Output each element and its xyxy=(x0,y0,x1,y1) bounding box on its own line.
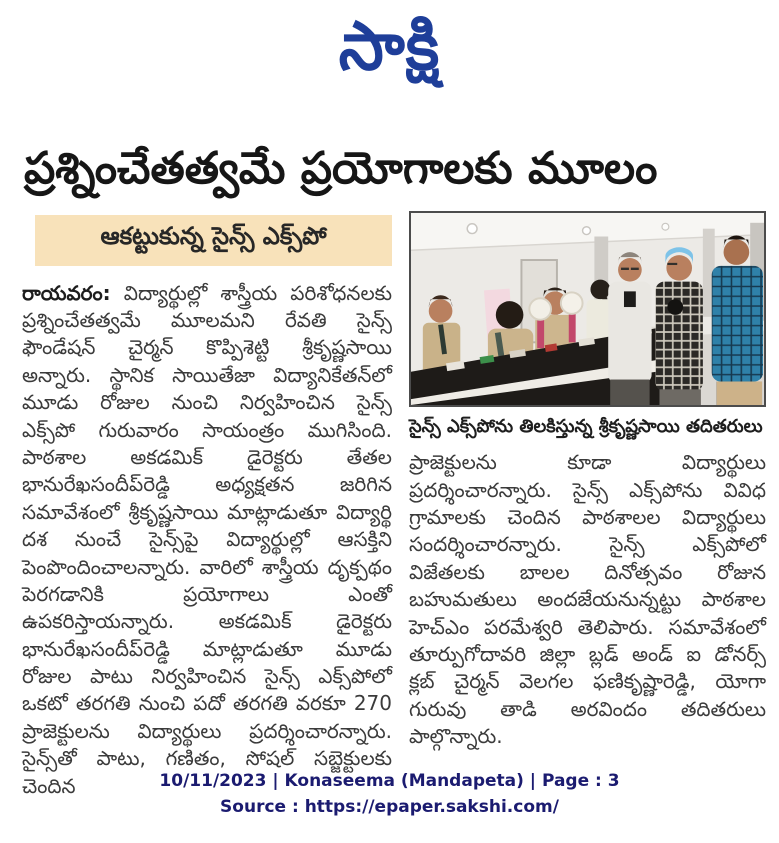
masthead xyxy=(0,0,779,98)
subheadline-text: ఆకట్టుకున్న సైన్స్ ఎక్స్‌పో xyxy=(100,221,327,250)
dateline: రాయవరం: xyxy=(22,280,111,305)
subheadline-box xyxy=(35,215,392,266)
expo-photo-illustration xyxy=(411,213,764,405)
column1-paragraph xyxy=(22,280,392,800)
footer xyxy=(0,768,779,821)
article-body xyxy=(22,211,766,800)
column1-text: విద్యార్థుల్లో శాస్త్రీయ పరిశోధనలకు ప్రశ్నించేతత్వమే మూలమని రేవతి సైన్స్ ఫౌండేషన్ చైర్మన్ కొప్పిశెట్టి శ్రీకృష్ణసాయి అన్నారు. స్థానిక సాయితేజా విద్యానికేతన్‌లో మూడు రోజుల నుంచి నిర్వహించిన సైన్స్ ఎక్స్‌పో గురువారం సాయంత్రం ముగిసింది. పాఠశాల అకడమిక్ డైరెక్టరు తేతల భానురేఖసందీప్‌రెడ్డి అధ్యక్షతన జరిగిన సమావేశంలో శ్రీకృష్ణసాయి మాట్లాడుతూ విద్యార్థి దశ నుంచే సైన్స్‌పై విద్యార్థుల్లో ఆసక్తిని పెంపొందించాలన్నారు. వారిలో శాస్త్రీయ దృక్పథం పెరగడానికి ప్రయోగాలు ఎంతో ఉపకరిస్తాయన్నారు. అకడమిక్ డైరెక్టరు భానురేఖసందీప్‌రెడ్డి మాట్లాడుతూ మూడు రోజుల పాటు నిర్వహించిన సైన్స్ ఎక్స్‌పోలో ఒకటో తరగతి నుంచి పదో తరగతి వరకూ 270 ప్రాజెక్టులను విద్యార్థులు ప్రదర్శించారన్నారు. సైన్స్‌తో పాటు, గణితం, సోషల్ సబ్జెక్టులకు చెందిన xyxy=(22,280,392,798)
footer-source: Source : https://epaper.sakshi.com/ xyxy=(220,797,559,818)
footer-meta: 10/11/2023 | Konaseema (Mandapeta) | Page : 3 xyxy=(159,771,620,791)
column2-text: ప్రాజెక్టులను కూడా విద్యార్థులు ప్రదర్శించారన్నారు. సైన్స్ ఎక్స్‌పోను వివిధ గ్రామాలకు చెందిన పాఠశాలల విద్యార్థులు సందర్శించారన్నారు. సైన్స్ ఎక్స్‌పోలో విజేతలకు బాలల దినోత్సవం రోజున బహుమతులు అందజేయనున్నట్టు పాఠశాల హెచ్‌ఎం పరమేశ్వరి తెలిపారు. సమావేశంలో తూర్పుగోదావరి జిల్లా బ్లడ్ అండ్ ఐ డోనర్స్ క్లబ్ చైర్మన్ వెలగల ఫణికృష్ణారెడ్డి, యోగా గురువు తాడి అరవిందం తదితరులు పాల్గొన్నారు. xyxy=(409,450,766,749)
article-column-2 xyxy=(409,211,766,800)
article-headline: ప్రశ్నించేతత్వమే ప్రయోగాలకు మూలం xyxy=(24,143,658,194)
article-column-1 xyxy=(22,211,392,800)
expo-photo xyxy=(409,211,766,407)
sakshi-logo: సాక్షి xyxy=(338,8,441,86)
photo-caption: సైన్స్ ఎక్స్‌పోను తిలకిస్తున్న శ్రీకృష్ణసాయి తదితరులు xyxy=(409,415,763,437)
